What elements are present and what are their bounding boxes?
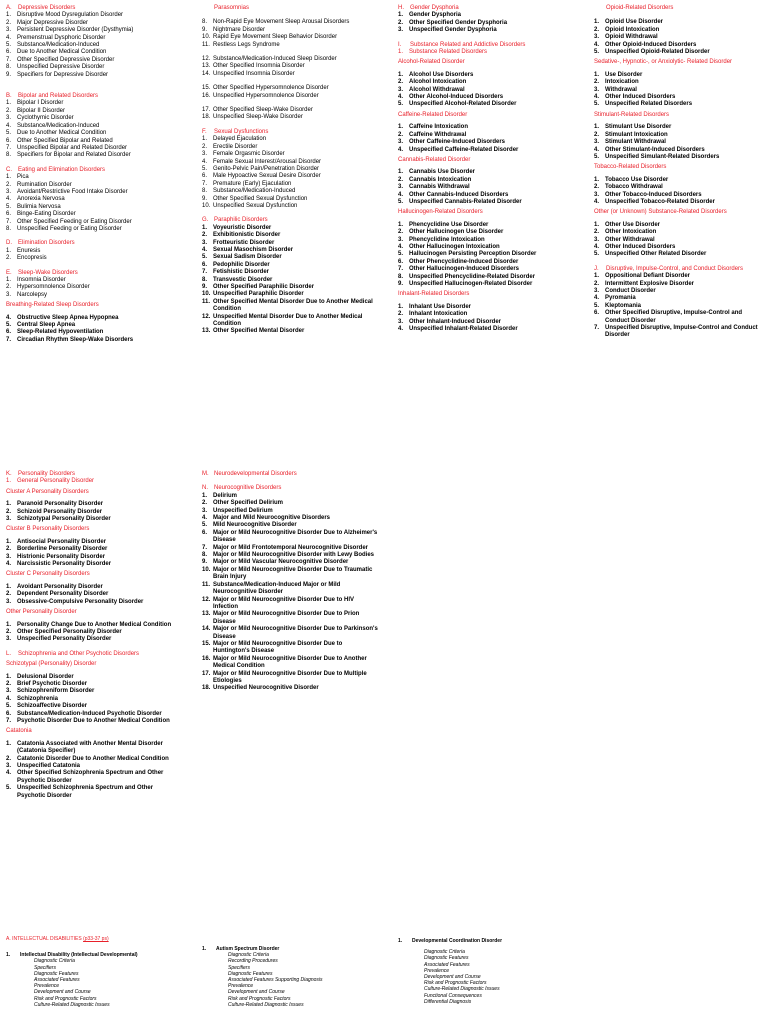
list-item: 5. Unspecified Related Disorders <box>594 101 693 108</box>
list-item: 3. Unspecified Personality Disorder <box>6 636 112 643</box>
list-item: 12. Substance/Medication-Induced Sleep Disorder <box>202 56 337 63</box>
subsection-heading: Other (or Unknown) Substance-Related Disorders <box>594 209 727 216</box>
list-item: 1. Avoidant Personality Disorder <box>6 583 103 590</box>
list-item: 8. Major or Mild Neurocognitive Disorder with Lewy Bodies <box>202 552 375 559</box>
section-heading: C. Eating and Elimination Disorders <box>6 166 106 173</box>
list-item: 3. Unspecified Gender Dysphoria <box>398 27 497 34</box>
list-item: 6. Other Phencyclidine-Induced Disorder <box>398 258 519 265</box>
list-item: 7. Fetishistic Disorder <box>202 269 270 276</box>
topic-item: Prevalence <box>424 967 450 974</box>
section-heading: Parasomnias <box>214 5 250 11</box>
list-item: 7. Premature (Early) Ejaculation <box>202 180 292 187</box>
list-item: 10. Major or Mild Neurocognitive Disorder Due to Traumatic Brain Injury <box>202 566 373 581</box>
bottom-head: 1. Autism Spectrum Disorder <box>202 946 280 952</box>
topic-item: Culture-Related Diagnostic Issues <box>34 1001 110 1008</box>
bottom-col-3 <box>398 938 574 1005</box>
list-item: 4. Major and Mild Neurocognitive Disorders <box>202 515 331 522</box>
topic-item: Diagnostic Features <box>34 970 79 977</box>
section-heading: F. Sexual Dysfunctions <box>202 128 269 135</box>
list-item: 3. Other Caffeine-Induced Disorders <box>398 139 506 146</box>
list-item: 16. Unspecified Hypersomnolence Disorder <box>202 92 319 99</box>
list-item: 8. Substance/Medication-Induced <box>202 188 296 195</box>
list-item: 2. Opioid Intoxication <box>594 26 660 33</box>
list-item: 12. Major or Mild Neurocognitive Disorder Due to HIV Infection <box>202 596 355 610</box>
list-item: 9. Nightmare Disorder <box>202 26 266 33</box>
section-heading: K. Personality Disorders <box>6 471 76 477</box>
topic-item: Development and Course <box>424 974 481 981</box>
topic-item: Differential Diagnosis <box>424 998 472 1005</box>
list-item: 4. Other Cannabis-Induced Disorders <box>398 191 509 198</box>
list-item: 5. Substance/Medication-Induced <box>6 42 100 49</box>
spacer <box>594 12 762 19</box>
list-item: 1. Oppositional Defiant Disorder <box>594 273 691 280</box>
subsection-heading: Hallucinogen-Related Disorders <box>398 209 483 216</box>
top-col-2 <box>202 5 378 336</box>
list-item: 1. Caffeine Intoxication <box>398 124 469 131</box>
list-item: 8. Unspecified Phencyclidine-Related Disorder <box>398 273 536 280</box>
list-item: 6. Major or Mild Neurocognitive Disorder Due to Alzheimer's Disease <box>202 529 378 544</box>
list-item: 1. Gender Dysphoria <box>398 12 462 19</box>
list-item: 4. Other Hallucinogen Intoxication <box>398 243 500 250</box>
list-item: 1. Delusional Disorder <box>6 673 74 680</box>
list-item: 2. Alcohol Intoxication <box>398 79 467 86</box>
spacer <box>202 78 378 85</box>
list-item: 3. Unspecified Catatonia <box>6 763 81 769</box>
section-heading: D. Elimination Disorders <box>6 240 75 247</box>
list-item: 1. Use Disorder <box>594 71 643 78</box>
list-item: 2. Encopresis <box>6 255 47 262</box>
topic-item: Diagnostic Criteria <box>34 958 75 965</box>
topic-item: Development and Course <box>228 989 285 996</box>
list-item: 15. Other Specified Hypersomnolence Disorder <box>202 85 329 92</box>
list-item: 2. Schizoid Personality Disorder <box>6 508 103 515</box>
section-heading: L. Schizophrenia and Other Psychotic Disorders <box>6 650 140 657</box>
subsection-heading: Alcohol-Related Disorder <box>398 59 465 66</box>
subsection-heading: Cluster B Personality Disorders <box>6 526 90 533</box>
list-item: 3. Cyclothymic Disorder <box>6 115 74 122</box>
bottom-head: 1. Intellectual Disability (Intellectual Developmental) <box>6 952 138 959</box>
list-item: 3. Narcolepsy <box>6 291 48 298</box>
spacer <box>398 35 574 42</box>
list-item: 3. Avoidant/Restrictive Food Intake Disorder <box>6 188 128 195</box>
list-item: 9. Other Specified Paraphilic Disorder <box>202 284 315 290</box>
list-item: 10. Unspecified Sexual Dysfunction <box>202 202 298 209</box>
list-item: 5. Unspecified Opioid-Related Disorder <box>594 49 710 56</box>
list-item: 1. Enuresis <box>6 247 41 254</box>
subsection-heading: Sedative-, Hypnotic-, or Anxiolytic- Related Disorder <box>594 59 733 66</box>
list-item: 14. Unspecified Insomnia Disorder <box>202 70 295 77</box>
list-item: 3. Frotteuristic Disorder <box>202 239 275 246</box>
list-item: 6. Other Specified Bipolar and Related <box>6 137 113 144</box>
subsection-heading: Catatonia <box>6 728 32 735</box>
topic-item: Risk and Prognostic Factors <box>228 995 291 1002</box>
top-col-1 <box>6 5 186 344</box>
subsection-heading: Cluster C Personality Disorders <box>6 571 90 578</box>
topic-item: Associated Features <box>424 961 470 968</box>
list-item: 3. Cannabis Withdrawal <box>398 184 470 191</box>
list-item: 2. Tobacco Withdrawal <box>594 184 663 191</box>
spacer <box>6 79 186 86</box>
section-heading: M. Neurodevelopmental Disorders <box>202 471 297 477</box>
list-item: 4. Unspecified Tobacco-Related Disorder <box>594 198 715 205</box>
topic-item: Prevalence <box>228 983 254 990</box>
list-item: 1. Other Use Disorder <box>594 221 661 228</box>
list-item: 7. Unspecified Disruptive, Impulse-Control and Conduct Disorder <box>594 325 758 339</box>
list-item: 4. Other Opioid-Induced Disorders <box>594 41 697 48</box>
list-item: 1. Voyeuristic Disorder <box>202 224 272 231</box>
topic-item: Diagnostic Criteria <box>228 952 269 959</box>
spacer <box>202 12 378 19</box>
topic-item: Risk and Prognostic Factors <box>34 995 97 1002</box>
list-item: 5. Unspecified Schizophrenia Spectrum and Other Psychotic Disorder <box>6 785 154 799</box>
list-item: 2. Hypersomnolence Disorder <box>6 284 90 291</box>
subsection-heading: Tobacco-Related Disorders <box>594 164 667 171</box>
list-item: 2. Other Specified Personality Disorder <box>6 628 122 635</box>
list-item: 9. Unspecified Hallucinogen-Related Disorder <box>398 281 533 287</box>
list-item: 8. Unspecified Feeding or Eating Disorder <box>6 225 122 232</box>
list-item: 4. Other Stimulant-Induced Disorders <box>594 146 705 153</box>
spacer <box>6 233 186 240</box>
list-item: 1. Alcohol Use Disorders <box>398 71 474 78</box>
list-item: 4. Schizophrenia <box>6 695 59 702</box>
topic-item: Recording Procedures <box>228 958 278 965</box>
list-item: 4. Female Sexual Interest/Arousal Disorder <box>202 158 322 165</box>
list-item: 2. Caffeine Withdrawal <box>398 131 467 138</box>
list-item: 4. Premenstrual Dysphoric Disorder <box>6 34 106 41</box>
topic-item: Diagnostic Features <box>424 955 469 962</box>
list-item: 2. Other Specified Gender Dysphoria <box>398 19 508 26</box>
list-item: 5. Due to Another Medical Condition <box>6 130 107 137</box>
list-item: 3. Other Tobacco-Induced Disorders <box>594 191 702 198</box>
topic-item: Diagnostic Features <box>228 970 273 977</box>
list-item: 6. Substance/Medication-Induced Psychotic Disorder <box>6 710 162 717</box>
list-item: 4. Pyromania <box>594 295 636 302</box>
list-item: 1. Tobacco Use Disorder <box>594 176 669 183</box>
list-item: 3. Other Withdrawal <box>594 236 655 243</box>
middle-col-1 <box>6 471 178 800</box>
list-item: 9. Other Specified Sexual Dysfunction <box>202 195 308 202</box>
list-item: 3. Alcohol Withdrawal <box>398 86 465 93</box>
list-item: 12. Unspecified Mental Disorder Due to Another Medical Condition <box>202 313 363 328</box>
topic-item: Culture-Related Diagnostic Issues <box>424 986 500 993</box>
list-item: 2. Erectile Disorder <box>202 143 258 150</box>
list-item: 6. Due to Another Medical Condition <box>6 49 107 56</box>
bottom-col-2 <box>202 946 378 1008</box>
list-item: 8. Transvestic Disorder <box>202 276 273 283</box>
section-heading: N. Neurocognitive Disorders <box>202 485 282 492</box>
topic-item: Risk and Prognostic Factors <box>424 980 487 987</box>
list-item: 2. Other Intoxication <box>594 229 657 236</box>
list-item: 3. Conduct Disorder <box>594 288 656 294</box>
topic-item: Prevalence <box>34 983 60 990</box>
list-item: 1. Bipolar I Disorder <box>6 100 64 107</box>
list-item: 4. Narcissistic Personality Disorder <box>6 561 112 568</box>
list-item: 1. Personality Change Due to Another Medical Condition <box>6 621 172 628</box>
list-item: 4. Other Alcohol-Induced Disorders <box>398 94 504 101</box>
list-item: 4. Sexual Masochism Disorder <box>202 246 294 253</box>
list-item: 1. Inhalant Use Disorder <box>398 303 472 310</box>
section-heading: Opioid-Related Disorders <box>606 5 674 11</box>
list-item: 1. General Personality Disorder <box>6 478 95 485</box>
topic-item: Specifiers <box>34 964 56 971</box>
list-item: 5. Unspecified Cannabis-Related Disorder <box>398 198 522 205</box>
subsection-heading: Cluster A Personality Disorders <box>6 488 89 495</box>
list-item: 2. Stimulant Intoxication <box>594 131 668 138</box>
list-item: 2. Dependent Personality Disorder <box>6 591 109 598</box>
list-item: 8. Non-Rapid Eye Movement Sleep Arousal Disorders <box>202 19 350 26</box>
subsection-heading: Caffeine-Related Disorder <box>398 111 468 118</box>
section-heading: A. Depressive Disorders <box>6 5 76 11</box>
list-item: 3. Obsessive-Compulsive Personality Disorder <box>6 598 144 605</box>
spacer <box>202 478 378 485</box>
list-item: 11. Other Specified Mental Disorder Due to Another Medical Condition <box>202 298 373 313</box>
subsection-heading: Cannabis-Related Disorder <box>398 156 471 163</box>
spacer <box>6 160 186 167</box>
list-item: 9. Specifiers for Depressive Disorder <box>6 71 109 78</box>
section-heading: J. Disruptive, Impulse-Control, and Conduct Disorders <box>594 265 744 272</box>
spacer <box>202 210 378 217</box>
page-range: (p33-37 ps) <box>83 936 109 942</box>
list-item: 16. Major or Mild Neurocognitive Disorder Due to Another Medical Condition <box>202 655 367 670</box>
list-item: 3. Schizophreniform Disorder <box>6 688 95 695</box>
list-item: 8. Specifiers for Bipolar and Related Disorder <box>6 152 131 159</box>
list-item: 2. Other Specified Delirium <box>202 500 284 507</box>
list-item: 1. Stimulant Use Disorder <box>594 124 672 131</box>
list-item: 5. Hallucinogen Persisting Perception Disorder <box>398 251 537 258</box>
list-item: 3. Unspecified Delirium <box>202 507 273 514</box>
topic-item: Culture-Related Diagnostic Issues <box>228 1001 304 1008</box>
spacer <box>6 263 186 270</box>
subsection-heading: Other Personality Disorder <box>6 609 77 616</box>
list-item: 6. Binge-Eating Disorder <box>6 211 76 218</box>
list-item: 7. Psychotic Disorder Due to Another Medical Condition <box>6 717 170 724</box>
list-item: 10. Unspecified Paraphilic Disorder <box>202 291 304 298</box>
list-item: 7. Unspecified Bipolar and Related Disorder <box>6 144 128 151</box>
bottom-head: 1. Developmental Coordination Disorder <box>398 938 503 944</box>
list-item: 13. Major or Mild Neurocognitive Disorder Due to Prion Disease <box>202 611 360 625</box>
list-item: 13. Other Specified Insomnia Disorder <box>202 63 305 70</box>
list-item: 2. Intermittent Explosive Disorder <box>594 280 695 287</box>
topic-item: Specifiers <box>228 964 250 971</box>
list-item: 3. Histrionic Personality Disorder <box>6 553 106 560</box>
list-item: 3. Phencyclidine Intoxication <box>398 236 485 243</box>
list-item: 3. Opioid Withdrawal <box>594 34 658 41</box>
topic-item: Functional Consequences <box>424 992 482 999</box>
top-col-4 <box>594 5 762 340</box>
list-item: 2. Cannabis Intoxication <box>398 176 472 183</box>
list-item: 17. Other Specified Sleep-Wake Disorder <box>202 107 313 114</box>
list-item: 18. Unspecified Neurocognitive Disorder <box>202 685 319 692</box>
list-item: 7. Other Specified Feeding or Eating Disorder <box>6 218 132 225</box>
top-col-3 <box>398 5 574 333</box>
list-item: 2. Rumination Disorder <box>6 181 72 188</box>
list-item: 5. Central Sleep Apnea <box>6 322 76 329</box>
list-item: 1. Antisocial Personality Disorder <box>6 538 107 545</box>
list-item: 1. Opioid Use Disorder <box>594 19 664 26</box>
list-item: 1. Pica <box>6 174 29 181</box>
list-item: 3. Other Inhalant-Induced Disorder <box>398 318 502 325</box>
list-item: 5. Genito-Pelvic Pain/Penetration Disorder <box>202 165 320 172</box>
subsection-heading: Breathing-Related Sleep Disorders <box>6 302 99 309</box>
spacer <box>202 100 378 107</box>
bottom-col-1 <box>6 936 194 1008</box>
list-item: 15. Major or Mild Neurocognitive Disorder Due to Huntington's Disease <box>202 640 343 655</box>
list-item: 7. Major or Mild Frontotemporal Neurocognitive Disorder <box>202 544 369 551</box>
list-item: 3. Persistent Depressive Disorder (Dysthymia) <box>6 27 134 34</box>
list-item: 2. Intoxication <box>594 79 639 86</box>
list-item: 6. Male Hypoactive Sexual Desire Disorder <box>202 173 321 180</box>
topic-item: Diagnostic Criteria <box>424 949 465 956</box>
list-item: 5. Sexual Sadism Disorder <box>202 254 282 261</box>
list-item: 5. Unspecified Alcohol-Related Disorder <box>398 101 517 108</box>
subsection-heading: Schizotypal (Personality) Disorder <box>6 661 97 668</box>
spacer <box>594 259 762 266</box>
list-item: 17. Major or Mild Neurocognitive Disorder Due to Multiple Etiologies <box>202 670 367 684</box>
list-item: 3. Female Orgasmic Disorder <box>202 151 285 158</box>
intellectual-disabilities-title: A. INTELLECTUAL DISABILITIES (p33-37 ps) <box>6 936 109 942</box>
list-item: 5. Unspecified Simulant-Related Disorders <box>594 153 720 160</box>
list-item: 5. Kleptomania <box>594 302 642 309</box>
list-item: 13. Other Specified Mental Disorder <box>202 328 305 335</box>
list-item: 6. Sleep-Related Hypoventilation <box>6 329 104 336</box>
list-item: 7. Circadian Rhythm Sleep-Wake Disorders <box>6 336 134 343</box>
list-item: 2. Brief Psychotic Disorder <box>6 680 88 687</box>
list-item: 1. Disruptive Mood Dysregulation Disorder <box>6 12 124 19</box>
list-item: 3. Schizotypal Personality Disorder <box>6 516 111 523</box>
middle-col-2 <box>202 471 378 693</box>
list-item: 1. Delayed Ejaculation <box>202 136 267 143</box>
list-item: 2. Catatonic Disorder Due to Another Medical Condition <box>6 755 169 762</box>
list-item: 2. Other Hallucinogen Use Disorder <box>398 229 504 236</box>
list-item: 4. Unspecified Inhalant-Related Disorder <box>398 326 518 333</box>
list-item: 5. Unspecified Other Related Disorder <box>594 251 707 258</box>
list-item: 3. Withdrawal <box>594 86 637 93</box>
topic-item: Associated Features <box>34 977 80 984</box>
list-item: 4. Other Specified Schizophrenia Spectrum and Other Psychotic Disorder <box>6 770 164 784</box>
list-item: 2. Inhalant Intoxication <box>398 311 468 318</box>
list-item: 6. Pedophilic Disorder <box>202 261 270 268</box>
list-item: 4. Other Induced Disorders <box>594 94 676 101</box>
list-item: 11. Substance/Medication-Induced Major or Mild Neurocognitive Disorder <box>202 581 341 596</box>
list-item: 1. Insomnia Disorder <box>6 277 66 283</box>
list-item: 10. Rapid Eye Movement Sleep Behavior Disorder <box>202 34 338 41</box>
spacer <box>6 86 186 93</box>
list-item: 5. Schizoaffective Disorder <box>6 703 88 710</box>
list-item: 4. Obstructive Sleep Apnea Hypopnea <box>6 314 119 321</box>
list-item: 5. Bulimia Nervosa <box>6 203 61 210</box>
list-item: 1. Paranoid Personality Disorder <box>6 501 104 508</box>
topic-item: Development and Course <box>34 989 91 996</box>
section-heading: H. Gender Dysphoria <box>398 5 459 11</box>
list-item: 2. Major Depressive Disorder <box>6 19 89 26</box>
list-item: 8. Unspecified Depressive Disorder <box>6 64 105 71</box>
section-heading: E. Sleep-Wake Disorders <box>6 269 78 276</box>
list-item: 14. Major or Mild Neurocognitive Disorder Due to Parkinson's Disease <box>202 626 378 640</box>
list-item: 4. Other Induced Disorders <box>594 243 676 250</box>
list-item: 3. Stimulant Withdrawal <box>594 139 666 146</box>
list-item: 11. Restless Legs Syndrome <box>202 41 280 48</box>
list-item: 2. Bipolar II Disorder <box>6 107 66 114</box>
list-item: 6. Other Specified Disruptive, Impulse-Control and Conduct Disorder <box>594 310 743 324</box>
list-item: 1. Catatonia Associated with Another Mental Disorder (Catatonia Specifier) <box>6 740 163 755</box>
spacer <box>202 49 378 56</box>
section-heading: I. Substance Related and Addictive Disorders <box>398 41 526 48</box>
subsection-heading: Stimulant-Related Disorders <box>594 111 670 118</box>
list-item: 7. Other Specified Depressive Disorder <box>6 56 115 63</box>
list-item: 2. Borderline Personality Disorder <box>6 546 108 553</box>
list-item: 5. Mild Neurocognitive Disorder <box>202 522 297 529</box>
list-item: 7. Other Hallucinogen-Induced Disorders <box>398 266 520 273</box>
list-item: 18. Unspecified Sleep-Wake Disorder <box>202 114 303 121</box>
topic-item: Associated Features Supporting Diagnosis <box>228 977 323 984</box>
spacer <box>6 644 178 651</box>
subsection-heading: Inhalant-Related Disorders <box>398 291 470 298</box>
list-item: 1. Phencyclidine Use Disorder <box>398 221 489 228</box>
section-heading: G. Paraphilic Disorders <box>202 217 268 224</box>
list-item: 1. Substance Related Disorders <box>398 49 488 56</box>
list-item: 1. Cannabis Use Disorder <box>398 169 476 176</box>
list-item: 2. Exhibitionistic Disorder <box>202 232 281 239</box>
list-item: 4. Anorexia Nervosa <box>6 196 65 203</box>
spacer <box>202 122 378 129</box>
list-item: 1. Delirium <box>202 492 238 499</box>
list-item: 9. Major or Mild Vascular Neurocognitive Disorder <box>202 559 349 566</box>
list-item: 4. Substance/Medication-Induced <box>6 122 100 129</box>
section-heading: B. Bipolar and Related Disorders <box>6 93 99 100</box>
list-item: 4. Unspecified Caffeine-Related Disorder <box>398 146 519 153</box>
